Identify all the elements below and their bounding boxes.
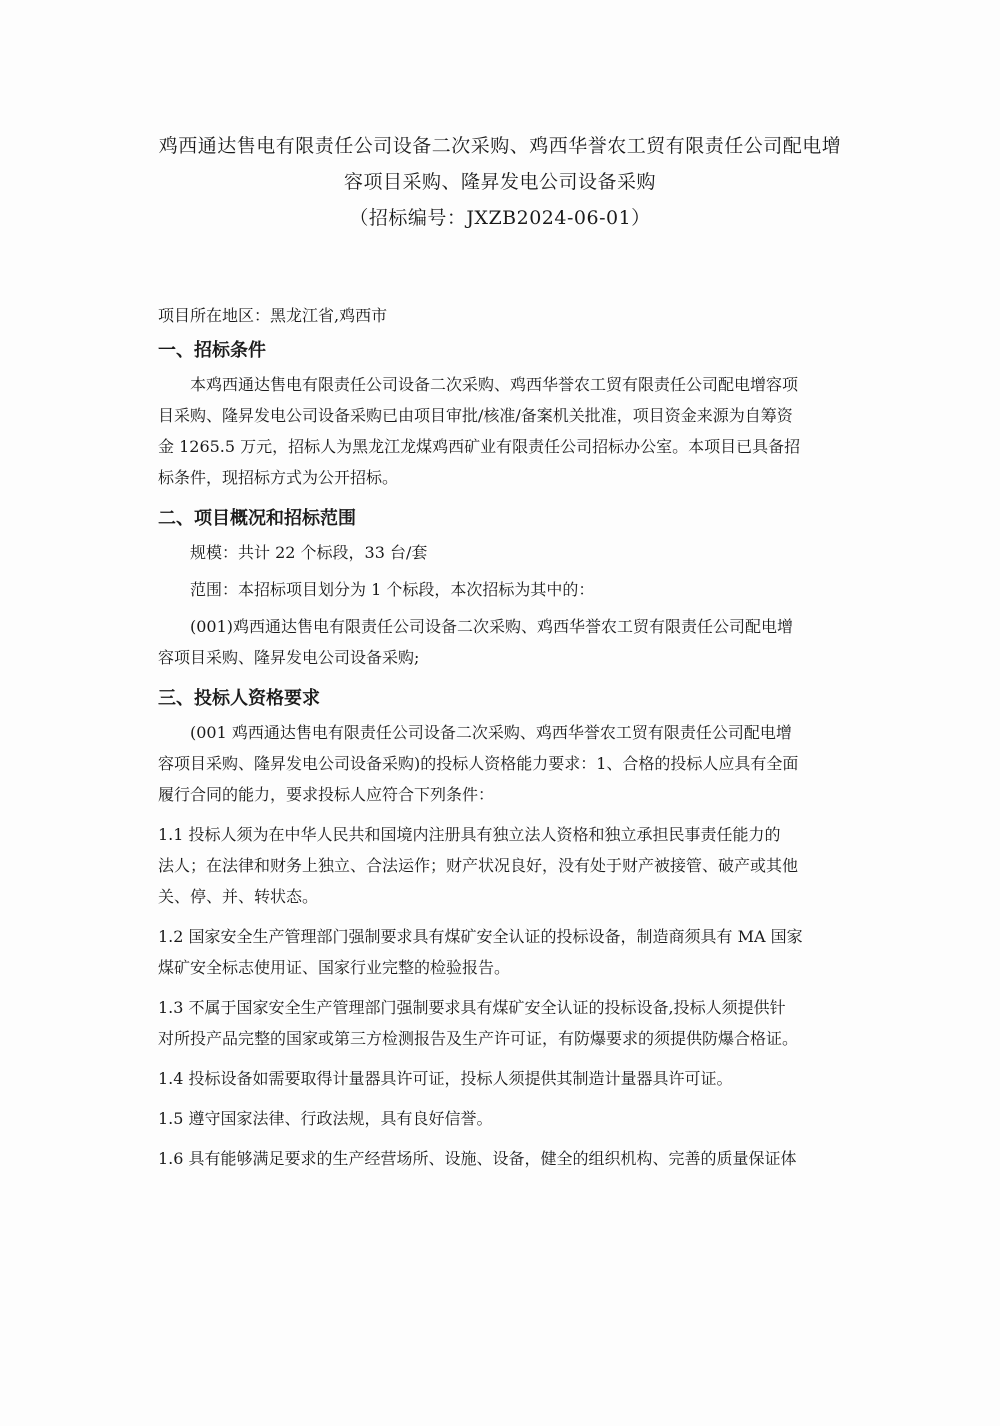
project-location: 项目所在地区：黑龙江省,鸡西市 <box>158 306 388 325</box>
document-title <box>120 128 880 236</box>
qualification-item-line: 1.5 遵守国家法律、行政法规，具有良好信誉。 <box>158 1109 493 1128</box>
qualification-item-line: 1.3 不属于国家安全生产管理部门强制要求具有煤矿安全认证的投标设备,投标人须提供针 <box>158 998 786 1017</box>
paragraph-line: 金 1265.5 万元，招标人为黑龙江龙煤鸡西矿业有限责任公司招标办公室。本项目已具备招 <box>158 437 801 456</box>
lot-item-line: 容项目采购、隆昇发电公司设备采购; <box>158 648 420 667</box>
qualification-item-line: 法人；在法律和财务上独立、合法运作；财产状况良好，没有处于财产被接管、破产或其他 <box>158 856 799 875</box>
title-tender-number: （招标编号：JXZB2024-06-01） <box>349 207 651 229</box>
qualification-intro-line: 履行合同的能力，要求投标人应符合下列条件： <box>158 785 495 804</box>
qualification-item-line: 煤矿安全标志使用证、国家行业完整的检验报告。 <box>158 958 511 977</box>
qualification-item-line: 1.2 国家安全生产管理部门强制要求具有煤矿安全认证的投标设备，制造商须具有 MA 国家 <box>158 927 803 946</box>
title-line-2: 容项目采购、隆昇发电公司设备采购 <box>343 171 656 193</box>
qualification-item-line: 1.6 具有能够满足要求的生产经营场所、设施、设备，健全的组织机构、完善的质量保证体 <box>158 1149 797 1168</box>
section-heading-tender-conditions: 一、招标条件 <box>158 340 266 361</box>
paragraph-line: 标条件，现招标方式为公开招标。 <box>158 468 399 487</box>
qualification-item-line: 对所投产品完整的国家或第三方检测报告及生产许可证，有防爆要求的须提供防爆合格证。 <box>158 1029 799 1048</box>
qualification-item-line: 1.4 投标设备如需要取得计量器具许可证，投标人须提供其制造计量器具许可证。 <box>158 1069 733 1088</box>
document-body <box>158 300 848 1174</box>
project-scale: 规模：共计 22 个标段，33 台/套 <box>190 543 428 562</box>
qualification-item-line: 关、停、并、转状态。 <box>158 887 319 906</box>
qualification-item-line: 1.1 投标人须为在中华人民共和国境内注册具有独立法人资格和独立承担民事责任能力的 <box>158 825 781 844</box>
paragraph-line: 目采购、隆昇发电公司设备采购已由项目审批/核准/备案机关批准，项目资金来源为自筹资 <box>158 406 793 425</box>
section-heading-bidder-qualifications: 三、投标人资格要求 <box>158 688 320 709</box>
section-heading-project-overview: 二、项目概况和招标范围 <box>158 508 356 529</box>
qualification-intro-line: (001 鸡西通达售电有限责任公司设备二次采购、鸡西华誉农工贸有限责任公司配电增 <box>190 723 792 742</box>
qualification-intro-line: 容项目采购、隆昇发电公司设备采购)的投标人资格能力要求：1、合格的投标人应具有全面 <box>158 754 799 773</box>
project-scope: 范围：本招标项目划分为 1 个标段，本次招标为其中的： <box>190 580 595 599</box>
paragraph-line: 本鸡西通达售电有限责任公司设备二次采购、鸡西华誉农工贸有限责任公司配电增容项 <box>190 375 799 394</box>
title-line-1: 鸡西通达售电有限责任公司设备二次采购、鸡西华誉农工贸有限责任公司配电增 <box>158 135 842 157</box>
lot-item-line: (001)鸡西通达售电有限责任公司设备二次采购、鸡西华誉农工贸有限责任公司配电增 <box>190 617 794 636</box>
